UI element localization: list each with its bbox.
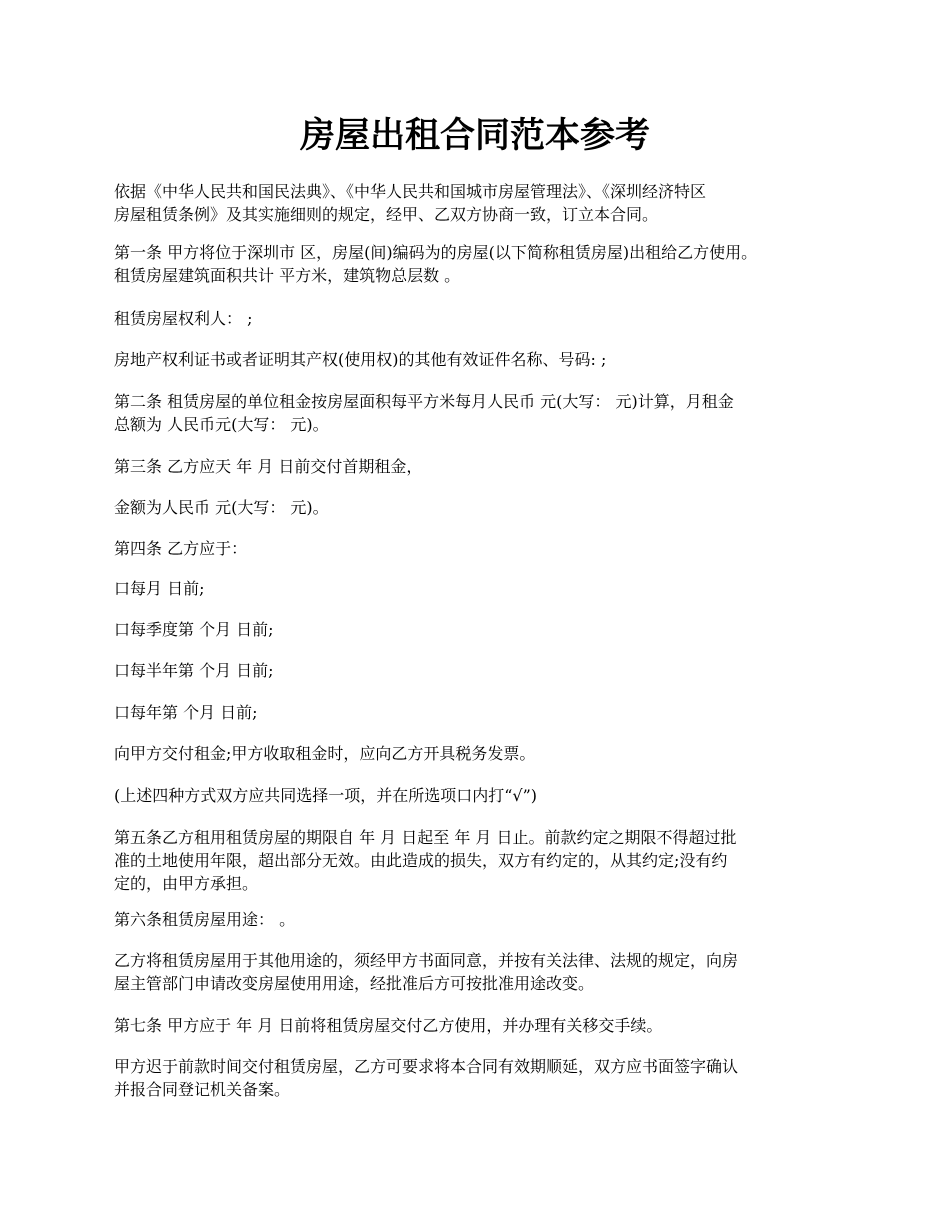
- text-line: 口每月 日前;: [114, 579, 205, 598]
- text-line: 第四条 乙方应于：: [114, 539, 248, 558]
- text-line: 第七条 甲方应于 年 月 日前将租赁房屋交付乙方使用，并办理有关移交手续。: [114, 1016, 663, 1035]
- paragraph-article-7: [114, 1014, 844, 1037]
- paragraph-preamble: [114, 180, 844, 226]
- paragraph-article-1: [114, 241, 844, 287]
- text-line: 口每年第 个月 日前;: [114, 703, 258, 722]
- option-yearly: [114, 701, 844, 724]
- text-line: 租赁房屋建筑面积共计 平方米，建筑物总层数 。: [114, 266, 461, 285]
- text-line: 租赁房屋权利人： ;: [114, 309, 253, 328]
- paragraph-article-4: [114, 537, 844, 560]
- paragraph-amount: [114, 496, 844, 519]
- text-line: (上述四种方式双方应共同选择一项，并在所选项口内打“√”): [114, 786, 538, 805]
- text-line: 向甲方交付租金;甲方收取租金时，应向乙方开具税务发票。: [114, 744, 536, 763]
- text-line: 第六条租赁房屋用途： 。: [114, 910, 296, 929]
- text-line: 金额为人民币 元(大写： 元)。: [114, 498, 329, 517]
- text-line: 口每季度第 个月 日前;: [114, 620, 274, 639]
- option-monthly: [114, 577, 844, 600]
- text-line: 总额为 人民币元(大写： 元)。: [114, 415, 329, 434]
- text-line: 房地产权利证书或者证明其产权(使用权)的其他有效证件名称、号码: ;: [114, 350, 607, 369]
- paragraph-article-5: [114, 826, 844, 895]
- option-half-yearly: [114, 659, 844, 682]
- paragraph-article-6: [114, 908, 844, 931]
- text-line: 甲方迟于前款时间交付租赁房屋，乙方可要求将本合同有效期顺延，双方应书面签字确认: [114, 1057, 739, 1076]
- text-line: 口每半年第 个月 日前;: [114, 661, 274, 680]
- document-title: 房屋出租合同范本参考: [299, 115, 650, 156]
- text-line: 第二条 租赁房屋的单位租金按房屋面积每平方米每月人民币 元(大写： 元)计算，月租金: [114, 392, 734, 411]
- text-line: 依据《中华人民共和国民法典》、《中华人民共和国城市房屋管理法》、《深圳经济特区: [114, 182, 707, 201]
- paragraph-article-2: [114, 390, 844, 436]
- text-line: 第三条 乙方应天 年 月 日前交付首期租金，: [114, 457, 423, 476]
- text-line: 第五条乙方租用租赁房屋的期限自 年 月 日起至 年 月 日止。前款约定之期限不得超过批: [114, 828, 737, 847]
- text-line: 定的，由甲方承担。: [114, 874, 259, 893]
- paragraph-delay: [114, 1055, 844, 1101]
- text-line: 乙方将租赁房屋用于其他用途的，须经甲方书面同意，并按有关法律、法规的规定，向房: [114, 951, 739, 970]
- paragraph-use-change: [114, 949, 844, 995]
- text-line: 房屋租赁条例》及其实施细则的规定，经甲、乙双方协商一致，订立本合同。: [114, 205, 659, 224]
- text-line: 第一条 甲方将位于深圳市 区，房屋(间)编码为的房屋(以下简称租赁房屋)出租给乙方使用。: [114, 243, 758, 262]
- text-line: 准的土地使用年限，超出部分无效。由此造成的损失，双方有约定的，从其约定;没有约: [114, 851, 728, 870]
- paragraph-rights-holder: [114, 307, 844, 330]
- text-line: 屋主管部门申请改变房屋使用用途，经批准后方可按批准用途改变。: [114, 974, 595, 993]
- paragraph-selection-note: [114, 784, 844, 807]
- option-quarterly: [114, 618, 844, 641]
- paragraph-article-3: [114, 455, 844, 478]
- paragraph-property-certificate: [114, 348, 844, 371]
- paragraph-payment: [114, 742, 844, 765]
- text-line: 并报合同登记机关备案。: [114, 1080, 291, 1099]
